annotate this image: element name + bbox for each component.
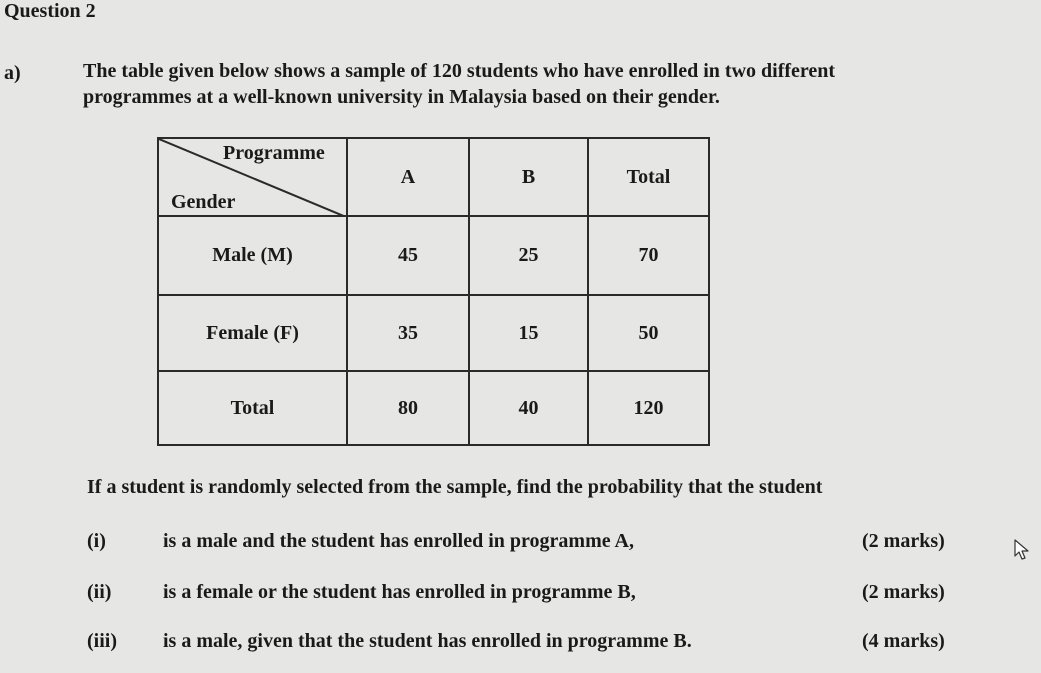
cell-male-a: 45: [398, 244, 418, 266]
corner-header-gender: Gender: [171, 191, 236, 213]
corner-header-programme: Programme: [223, 142, 325, 164]
item-number: (i): [87, 530, 106, 552]
item-text: is a male and the student has enrolled in programme A,: [163, 530, 634, 552]
column-header-a: A: [400, 165, 416, 188]
cell-male-total: 70: [638, 244, 659, 266]
intro-line-1: The table given below shows a sample of 120 students who have enrolled in two different: [83, 60, 836, 82]
cell-female-a: 35: [398, 321, 418, 344]
question-heading: Question 2: [4, 0, 96, 22]
part-label: a): [4, 62, 21, 84]
item-text: is a male, given that the student has enrolled in programme B.: [163, 630, 692, 652]
cell-female-b: 15: [518, 321, 539, 344]
item-marks: (2 marks): [862, 581, 945, 603]
row-label-total: Total: [230, 396, 275, 419]
cell-total-b: 40: [518, 396, 539, 419]
question-prompt: If a student is randomly selected from the sample, find the probability that the student: [87, 476, 823, 498]
mouse-pointer-icon: [1014, 539, 1030, 561]
cell-female-total: 50: [638, 321, 659, 344]
item-number: (ii): [87, 581, 112, 603]
cell-total-a: 80: [398, 396, 418, 419]
column-header-total: Total: [626, 165, 671, 188]
cell-male-b: 25: [518, 244, 539, 266]
row-label-female: Female (F): [206, 321, 299, 344]
column-header-b: B: [521, 165, 536, 188]
gender-programme-table: [157, 137, 710, 446]
intro-line-2: programmes at a well-known university in Malaysia based on their gender.: [83, 86, 720, 108]
item-number: (iii): [87, 630, 117, 652]
row-label-male: Male (M): [212, 244, 293, 266]
cell-grand-total: 120: [633, 396, 664, 419]
item-marks: (4 marks): [862, 630, 945, 652]
item-text: is a female or the student has enrolled in programme B,: [163, 581, 636, 603]
item-marks: (2 marks): [862, 530, 945, 552]
